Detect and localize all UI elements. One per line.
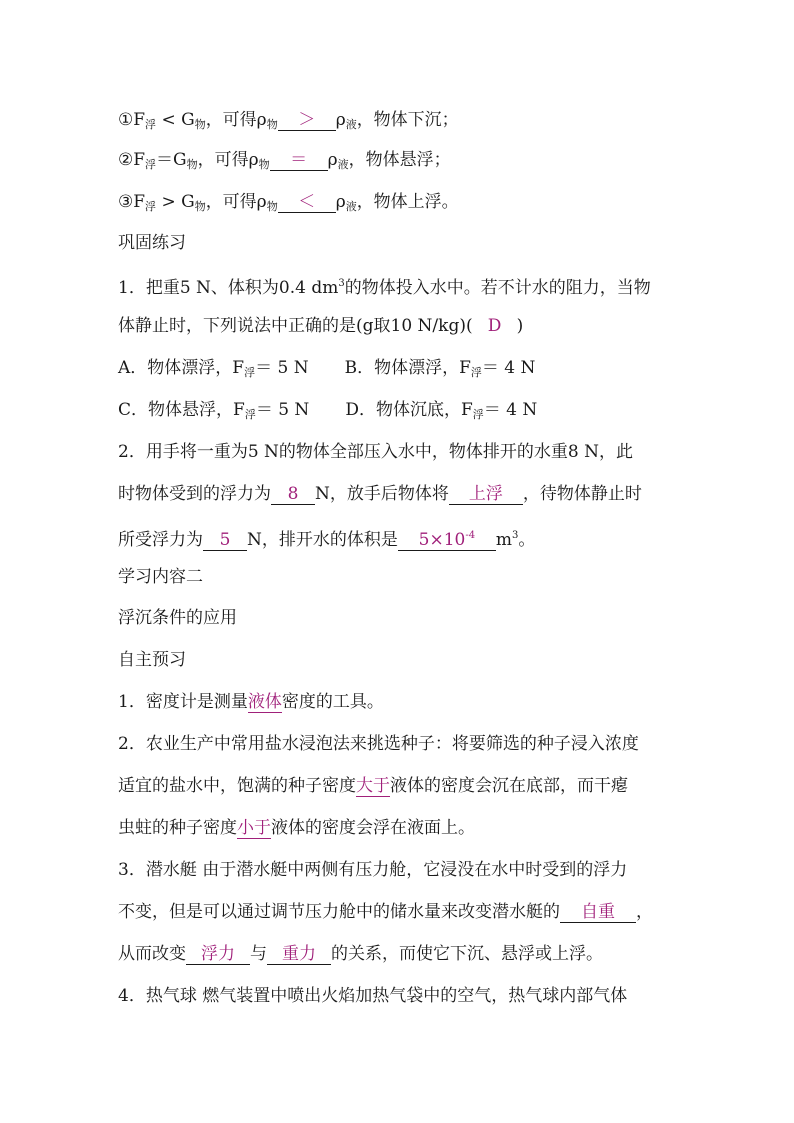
heading-content-2: 学习内容二 (118, 567, 203, 587)
question-2-line-2: 时物体受到的浮力为 8 N，放手后物体将 上浮 ，待物体静止时 (118, 484, 642, 504)
answer-choice: D (487, 316, 502, 336)
answer-blank: 重力 (267, 944, 331, 965)
preview-item-3-line-1: 3．潜水艇 由于潜水艇中两侧有压力舱，它浸没在水中时受到的浮力 (118, 860, 628, 880)
preview-item-2-line-2: 适宜的盐水中，饱满的种子密度大于液体的密度会沉在底部，而干瘪 (118, 776, 628, 796)
condition-line-3: $③F_浮 > G_物$，可得$\rho_物 < \rho_液$，物体上浮。 (118, 192, 459, 213)
answer-blank: ＜ (278, 192, 336, 213)
option-d: D．物体沉底，$F_浮= 4$ N (345, 400, 538, 421)
answer-blank: 浮力 (186, 944, 250, 965)
answer-blank: ＝ (270, 150, 328, 171)
option-a: A．物体漂浮，$F_浮= 5$ N (118, 358, 309, 379)
preview-item-2-line-3: 虫蛀的种子密度小于液体的密度会浮在液面上。 (118, 818, 475, 838)
question-1-line-2: 体静止时，下列说法中正确的是(g取10 N/kg)( D ) (118, 316, 524, 336)
preview-item-2-line-1: 2．农业生产中常用盐水浸泡法来挑选种子：将要筛选的种子浸入浓度 (118, 734, 639, 754)
answer-underline: 液体 (247, 692, 282, 712)
condition-line-1: $①F_浮 < G_物$，可得$\rho_物 > \rho_液$，物体下沉； (118, 110, 459, 131)
heading-practice: 巩固练习 (118, 233, 186, 253)
question-1-options-row-1 (118, 356, 535, 380)
answer-blank: 5 (203, 530, 247, 551)
answer-underline: 小于 (237, 818, 271, 838)
option-c: C．物体悬浮，$F_浮= 5$ N (118, 400, 310, 421)
heading-preview: 自主预习 (118, 650, 186, 670)
question-1-options-row-2 (118, 398, 537, 422)
answer-blank: $5\times 10^{-4}$ (398, 526, 496, 551)
answer-blank: 8 (271, 484, 315, 505)
condition-line-2: $②F_浮=G_物$，可得$\rho_物 = \rho_液$，物体悬浮； (118, 150, 451, 171)
heading-apply: 浮沉条件的应用 (118, 608, 237, 628)
question-2-line-1: 2．用手将一重为5 N的物体全部压入水中，物体排开的水重8 N，此 (118, 442, 634, 462)
preview-item-3-line-2: 不变，但是可以通过调节压力舱中的储水量来改变潜水艇的 自重 ， (118, 902, 653, 922)
question-1-line-1: 1．把重5 N、体积为0.4 $dm^3$的物体投入水中。若不计水的阻力，当物 (118, 278, 651, 298)
preview-item-1: 1．密度计是测量液体密度的工具。 (118, 692, 384, 712)
answer-underline: 大于 (356, 776, 390, 796)
question-2-line-3: 所受浮力为 5 N，排开水的体积是 $5\times 10^{-4}$ $m^3$。 (118, 524, 535, 548)
answer-blank: 自重 (560, 902, 636, 923)
option-b: B．物体漂浮，$F_浮= 4$ N (344, 358, 536, 379)
preview-item-4-line-1: 4．热气球 燃气装置中喷出火焰加热气袋中的空气，热气球内部气体 (118, 986, 628, 1006)
answer-blank: 上浮 (449, 484, 523, 505)
answer-blank: ＞ (278, 110, 336, 131)
preview-item-3-line-3: 从而改变 浮力 与 重力 的关系，而使它下沉、悬浮或上浮。 (118, 944, 603, 964)
